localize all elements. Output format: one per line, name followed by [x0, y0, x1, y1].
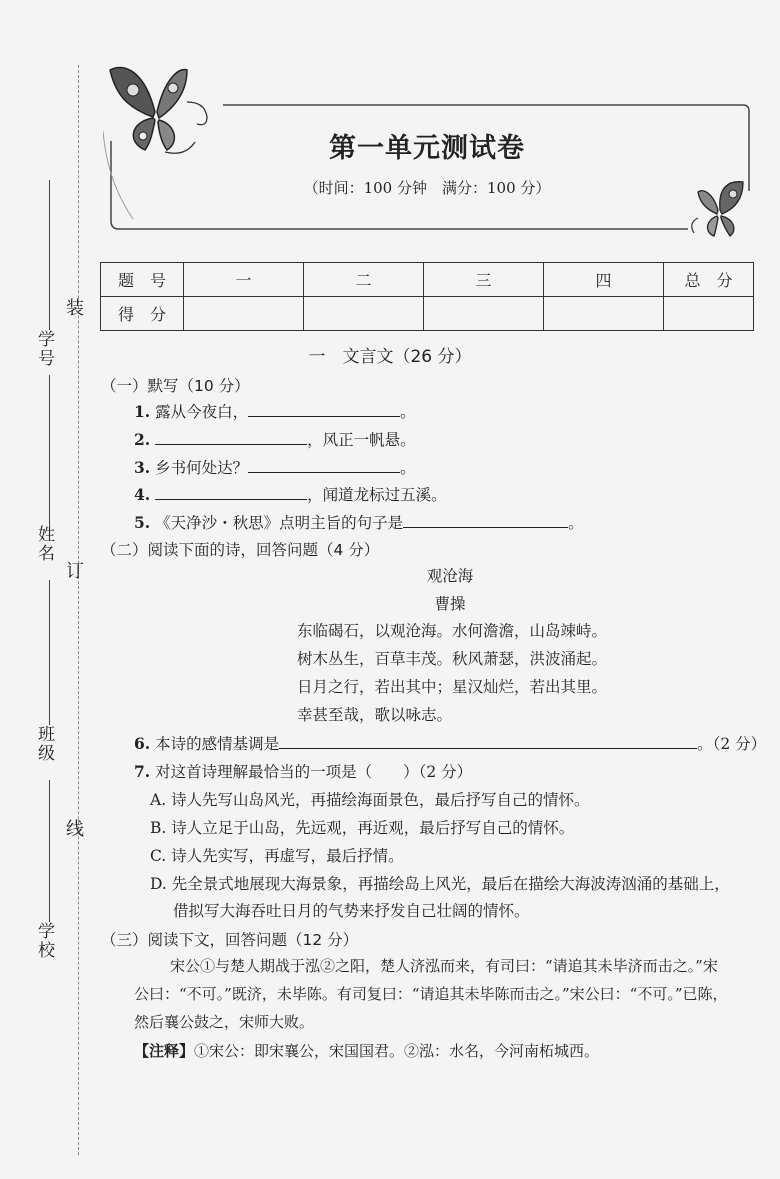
school-line	[49, 780, 50, 922]
question-text: 《天净沙・秋思》点明主旨的句子是	[155, 514, 404, 532]
question-2	[134, 428, 416, 450]
part2-heading: （二）阅读下面的诗，回答问题（4 分）	[101, 541, 380, 559]
binding-zhuang: 装	[66, 298, 84, 319]
question-text: 露从今夜白，	[155, 403, 249, 421]
question-end: 。（2 分）	[697, 735, 767, 753]
poem-line: 树木丛生，百草丰茂。秋风萧瑟，洪波涌起。	[297, 650, 608, 668]
score-header-cell: 三	[424, 263, 544, 297]
poem-line: 日月之行，若出其中；星汉灿烂，若出其里。	[297, 678, 608, 696]
passage-line: 公曰：“不可。”既济，未毕陈。有司复曰：“请追其未毕陈而击之。”宋公曰：“不可。”已陈，	[134, 985, 728, 1003]
student-number-label: 学号	[34, 330, 54, 368]
question-6	[134, 732, 766, 754]
passage-line: 宋公①与楚人期战于泓②之阳，楚人济泓而来，有司曰：“请追其未毕济而击之。”宋	[170, 957, 718, 975]
question-number: 4.	[134, 485, 151, 504]
question-text: 乡书何处达？	[155, 459, 249, 477]
question-3	[134, 456, 416, 478]
school-label: 学校	[34, 922, 54, 960]
question-number: 5.	[134, 513, 151, 532]
score-cell[interactable]	[424, 297, 544, 331]
answer-blank[interactable]	[403, 513, 568, 528]
score-header-cell: 二	[304, 263, 424, 297]
question-4	[134, 483, 447, 505]
score-header-cell: 一	[184, 263, 304, 297]
question-number: 1.	[134, 402, 151, 421]
score-header-cell: 总 分	[664, 263, 754, 297]
question-7	[134, 760, 472, 782]
poem-title: 观沧海	[426, 567, 474, 585]
page-title: 第一单元测试卷	[329, 133, 525, 164]
question-text: ，闻道龙标过五溪。	[307, 486, 447, 504]
question-number: 3.	[134, 458, 151, 477]
answer-blank[interactable]	[279, 734, 697, 749]
score-cell[interactable]	[184, 297, 304, 331]
option-d[interactable]: D. 先全景式地展现大海景象，再描绘岛上风光，最后在描绘大海波涛汹涌的基础上，	[150, 875, 730, 893]
section-title: 一 文言文（26 分）	[308, 347, 472, 367]
answer-blank[interactable]	[248, 402, 400, 417]
note-label: 【注释】	[134, 1042, 195, 1060]
poem-line: 幸甚至哉，歌以咏志。	[297, 706, 453, 724]
answer-blank[interactable]	[248, 458, 400, 473]
butterfly-small-icon	[688, 178, 758, 242]
question-5	[134, 511, 584, 533]
question-number: 2.	[134, 430, 151, 449]
score-table-score-row	[101, 297, 754, 331]
note-line	[134, 1040, 599, 1061]
name-line	[49, 375, 50, 525]
option-a[interactable]: A. 诗人先写山岛风光，再描绘海面景色，最后抒写自己的情怀。	[150, 791, 590, 809]
name-label: 姓名	[34, 525, 54, 563]
question-1	[134, 400, 416, 422]
answer-blank[interactable]	[155, 430, 307, 445]
question-end: 。	[400, 459, 416, 477]
question-end: 。	[400, 403, 416, 421]
note-text: ①宋公：即宋襄公，宋国国君。②泓：水名，今河南柘城西。	[194, 1042, 600, 1060]
question-end: 。	[568, 514, 584, 532]
score-cell[interactable]	[544, 297, 664, 331]
passage-line: 然后襄公鼓之，宋师大败。	[134, 1013, 315, 1031]
score-cell[interactable]	[304, 297, 424, 331]
poem-author: 曹操	[434, 595, 466, 613]
score-table-header-row	[101, 263, 754, 297]
option-c[interactable]: C. 诗人先实写，再虚写，最后抒情。	[150, 847, 404, 865]
binding-ding: 订	[66, 561, 84, 582]
class-label: 班级	[34, 725, 54, 763]
score-row-label: 得 分	[101, 297, 184, 331]
score-header-cell: 四	[544, 263, 664, 297]
binding-xian: 线	[66, 819, 84, 840]
student-number-line	[49, 180, 50, 330]
question-number: 6.	[134, 734, 151, 753]
question-text: 本诗的感情基调是	[155, 735, 280, 753]
question-number: 7.	[134, 762, 151, 781]
score-table	[100, 262, 754, 331]
answer-blank[interactable]	[155, 485, 307, 500]
poem-line: 东临碣石，以观沧海。水何澹澹，山岛竦峙。	[297, 622, 608, 640]
question-text: ，风正一帆悬。	[307, 431, 416, 449]
part3-heading: （三）阅读下文，回答问题（12 分）	[101, 931, 359, 949]
page-subtitle: （时间：100 分钟 满分：100 分）	[303, 179, 551, 197]
option-d-continued: 借拟写大海吞吐日月的气势来抒发自己壮阔的情怀。	[173, 902, 530, 920]
score-cell[interactable]	[664, 297, 754, 331]
score-header-cell: 题 号	[101, 263, 184, 297]
part1-heading: （一）默写（10 分）	[101, 377, 250, 395]
butterfly-large-icon	[105, 62, 215, 162]
option-b[interactable]: B. 诗人立足于山岛，先远观，再近观，最后抒写自己的情怀。	[150, 819, 575, 837]
question-text: 对这首诗理解最恰当的一项是（ ）（2 分）	[155, 763, 473, 781]
